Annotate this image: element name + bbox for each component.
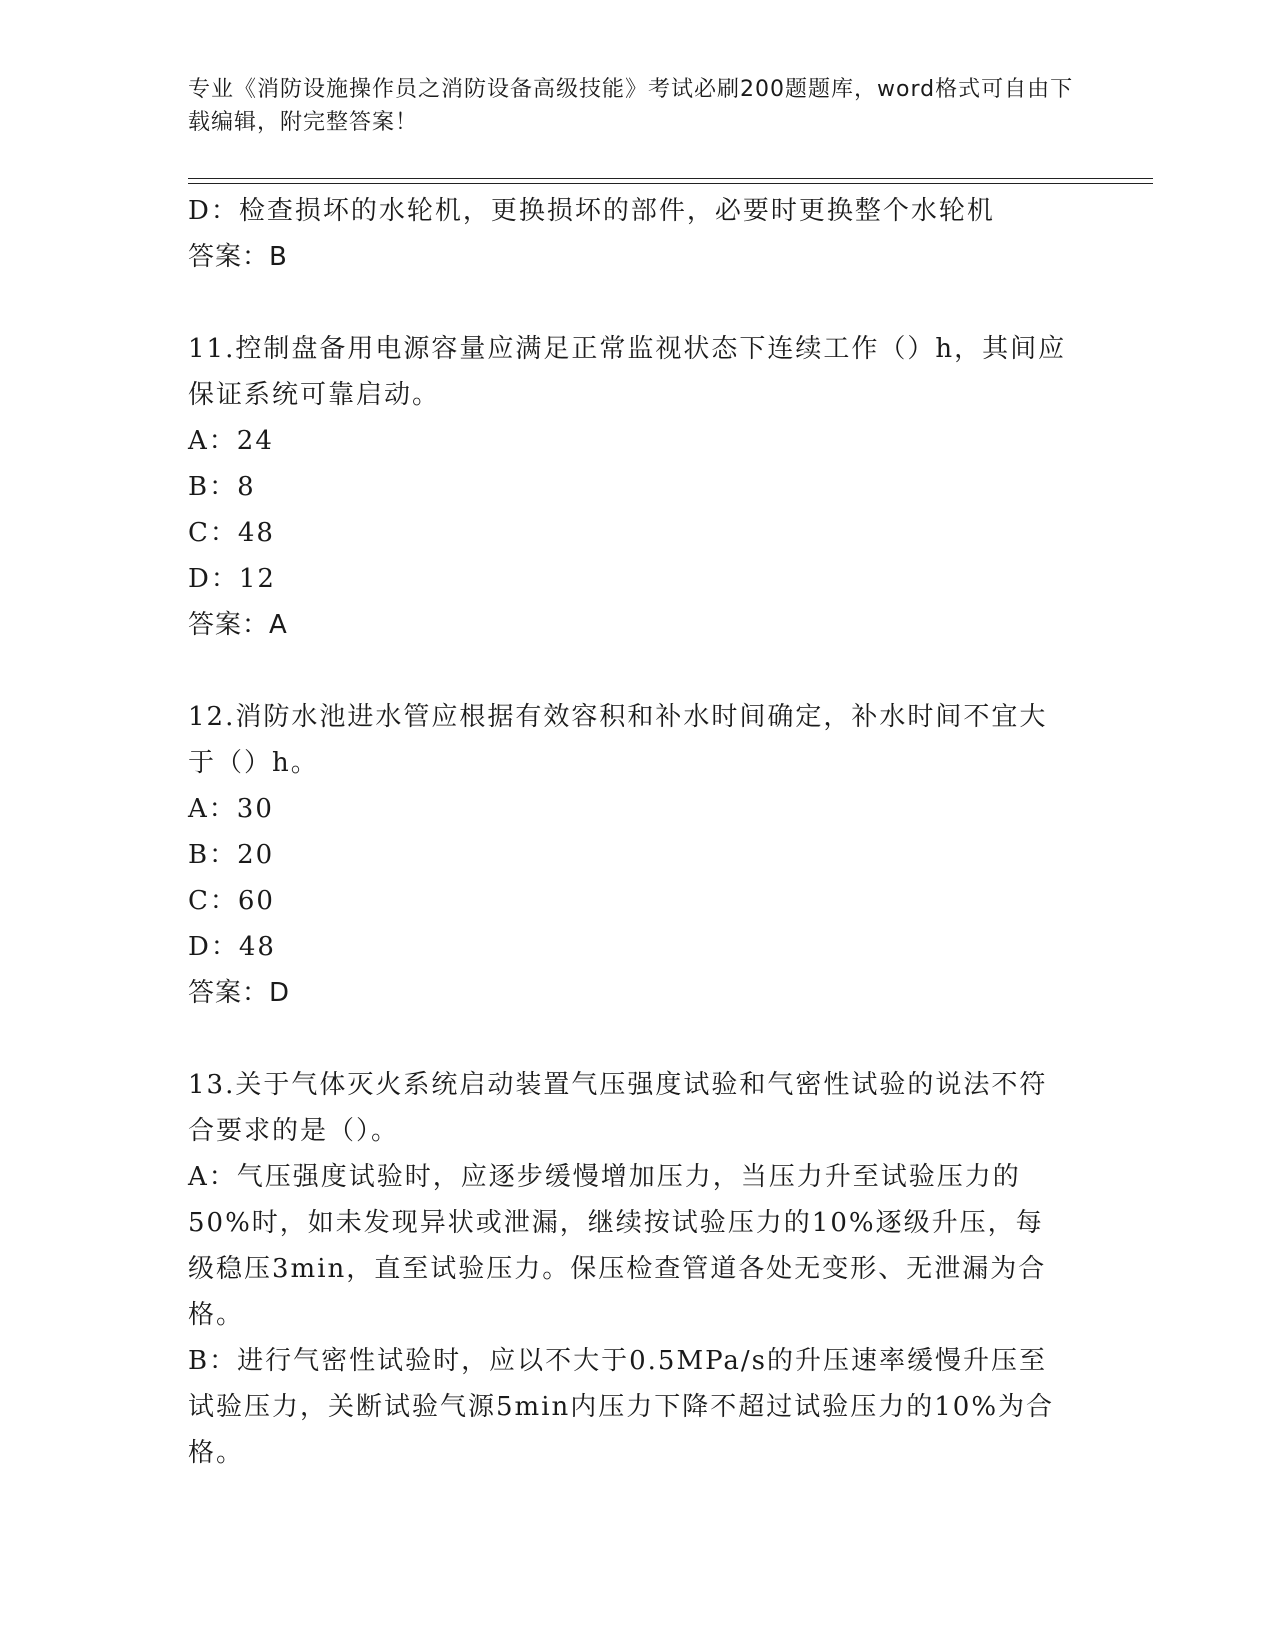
option-b: B：进行气密性试验时，应以不大于0.5MPa/s的升压速率缓慢升压至试验压力，关断试验气源5min内压力下降不超过试验压力的10%为合格。	[188, 1346, 1055, 1468]
option-b: B：8	[188, 472, 256, 502]
option-b: B：20	[188, 840, 275, 870]
question-content	[188, 188, 1068, 1476]
header-rule-top	[188, 178, 1153, 179]
question-11	[188, 326, 1068, 648]
option-d: D：48	[188, 932, 276, 962]
option-c: C：60	[188, 886, 275, 916]
prev-answer: 答案：B	[188, 242, 288, 272]
option-c: C：48	[188, 518, 275, 548]
option-a: A：30	[188, 794, 274, 824]
question-stem: 12.消防水池进水管应根据有效容积和补水时间确定，补水时间不宜大于（）h。	[188, 702, 1048, 778]
option-a: A：24	[188, 426, 274, 456]
option-a: A：气压强度试验时，应逐步缓慢增加压力，当压力升至试验压力的50%时，如未发现异状或泄漏，继续按试验压力的10%逐级升压，每级稳压3min，直至试验压力。保压检查管道各处无变形、无泄漏为合格。	[188, 1162, 1047, 1330]
question-answer: 答案：D	[188, 978, 291, 1008]
prev-option-d: D：检查损坏的水轮机，更换损坏的部件，必要时更换整个水轮机	[188, 196, 995, 226]
question-13	[188, 1062, 1068, 1476]
option-d: D：12	[188, 564, 276, 594]
header-rule-bottom	[188, 183, 1153, 184]
question-12	[188, 694, 1068, 1016]
question-answer: 答案：A	[188, 610, 288, 640]
question-stem: 11.控制盘备用电源容量应满足正常监视状态下连续工作（）h，其间应保证系统可靠启动。	[188, 334, 1067, 410]
document-header: 专业《消防设施操作员之消防设备高级技能》考试必刷200题题库，word格式可自由下载编辑，附完整答案！	[188, 77, 1074, 135]
question-stem: 13.关于气体灭火系统启动装置气压强度试验和气密性试验的说法不符合要求的是（）。	[188, 1070, 1048, 1146]
